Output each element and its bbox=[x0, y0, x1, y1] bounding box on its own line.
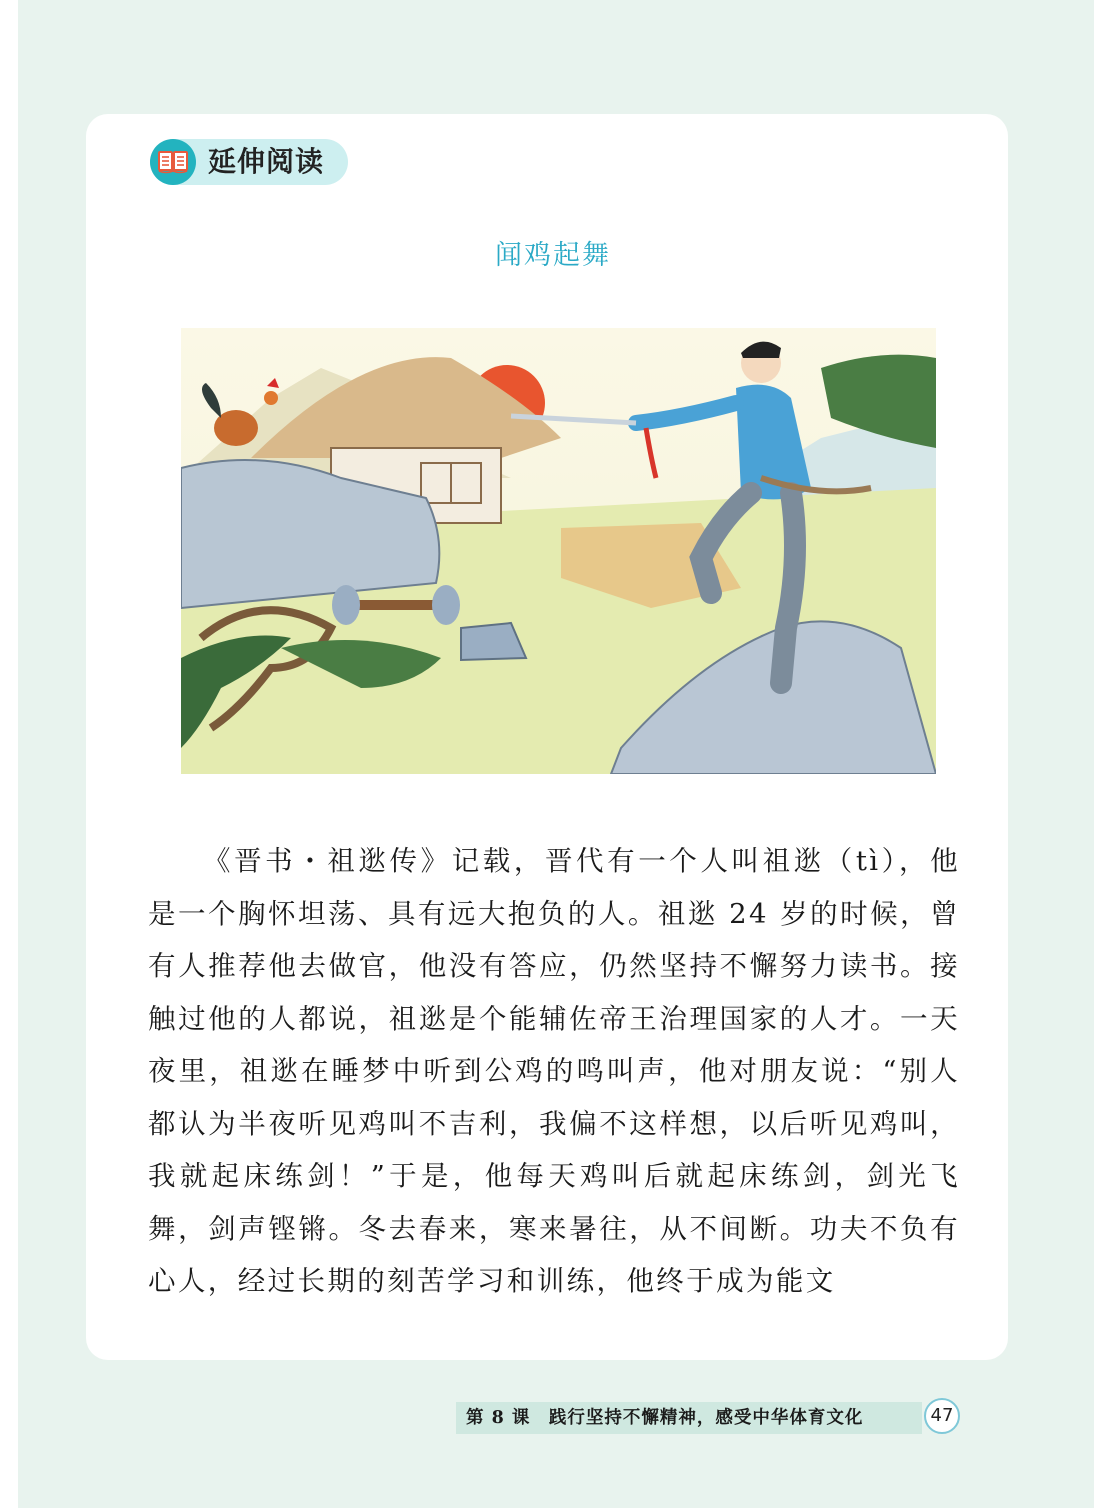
section-title: 延伸阅读 bbox=[208, 145, 325, 178]
story-title: 闻鸡起舞 bbox=[495, 240, 611, 271]
footer-lesson-title: 第 8 课 践行坚持不懈精神，感受中华体育文化 bbox=[466, 1408, 864, 1428]
page-number: 47 bbox=[924, 1398, 960, 1434]
story-paragraph: 《晋书・祖逖传》记载，晋代有一个人叫祖逖（tì），他是一个胸怀坦荡、具有远大抱负的人。祖逖 24 岁的时候，曾有人推荐他去做官，他没有答应，仍然坚持不懈努力读书。接触过他的人都说，祖逖是个能辅佐帝王治理国家的人才。一天夜里，祖逖在睡梦中听到公鸡的鸣叫声，他对朋友说：“别人都认为半夜听见鸡叫不吉利，我偏不这样想，以后听见鸡叫，我就起床练剑！”于是，他每天鸡叫后就起床练剑，剑光飞舞，剑声铿锵。冬去春来，寒来暑往，从不间断。功夫不负有心人，经过长期的刻苦学习和训练，他终于成为能文 bbox=[148, 845, 960, 1297]
open-book-icon bbox=[150, 139, 196, 185]
sword-dance-illustration bbox=[181, 328, 936, 774]
